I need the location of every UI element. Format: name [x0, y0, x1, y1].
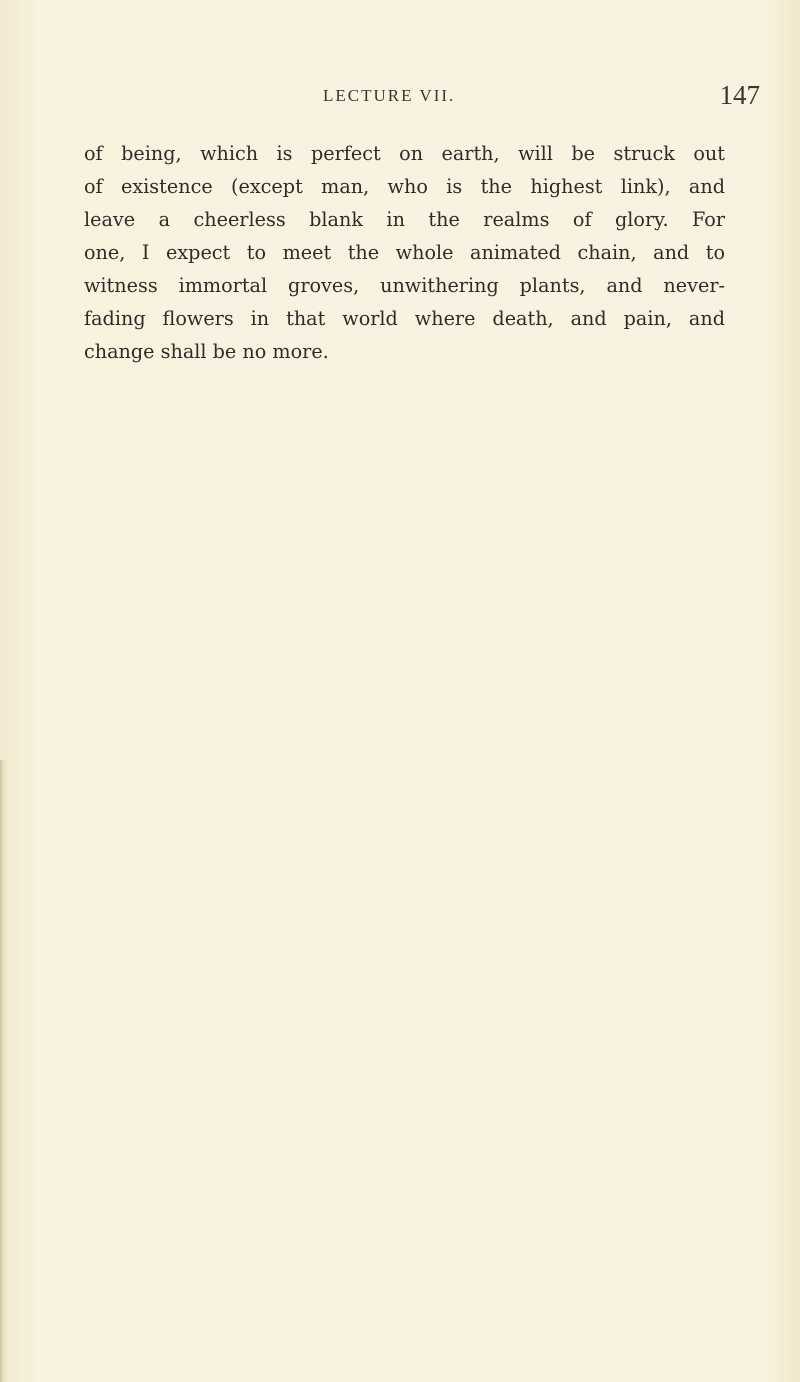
text-line: of existence (except man, who is the highest link), and — [84, 175, 725, 198]
text-line: leave a cheerless blank in the realms of glory. For — [84, 208, 725, 231]
page-number: 147 — [719, 80, 760, 110]
text-line: change shall be no more. — [84, 340, 329, 363]
running-head — [60, 80, 760, 116]
text-line: one, I expect to meet the whole animated chain, and to — [84, 241, 725, 264]
page-gutter-shadow — [0, 760, 8, 1382]
text-line: of being, which is perfect on earth, will be struck out — [84, 142, 725, 165]
body-paragraph — [84, 137, 725, 368]
text-line: witness immortal groves, unwithering plants, and never- — [84, 274, 725, 297]
running-title: LECTURE VII. — [323, 86, 456, 105]
text-line: fading flowers in that world where death, and pain, and — [84, 307, 725, 330]
